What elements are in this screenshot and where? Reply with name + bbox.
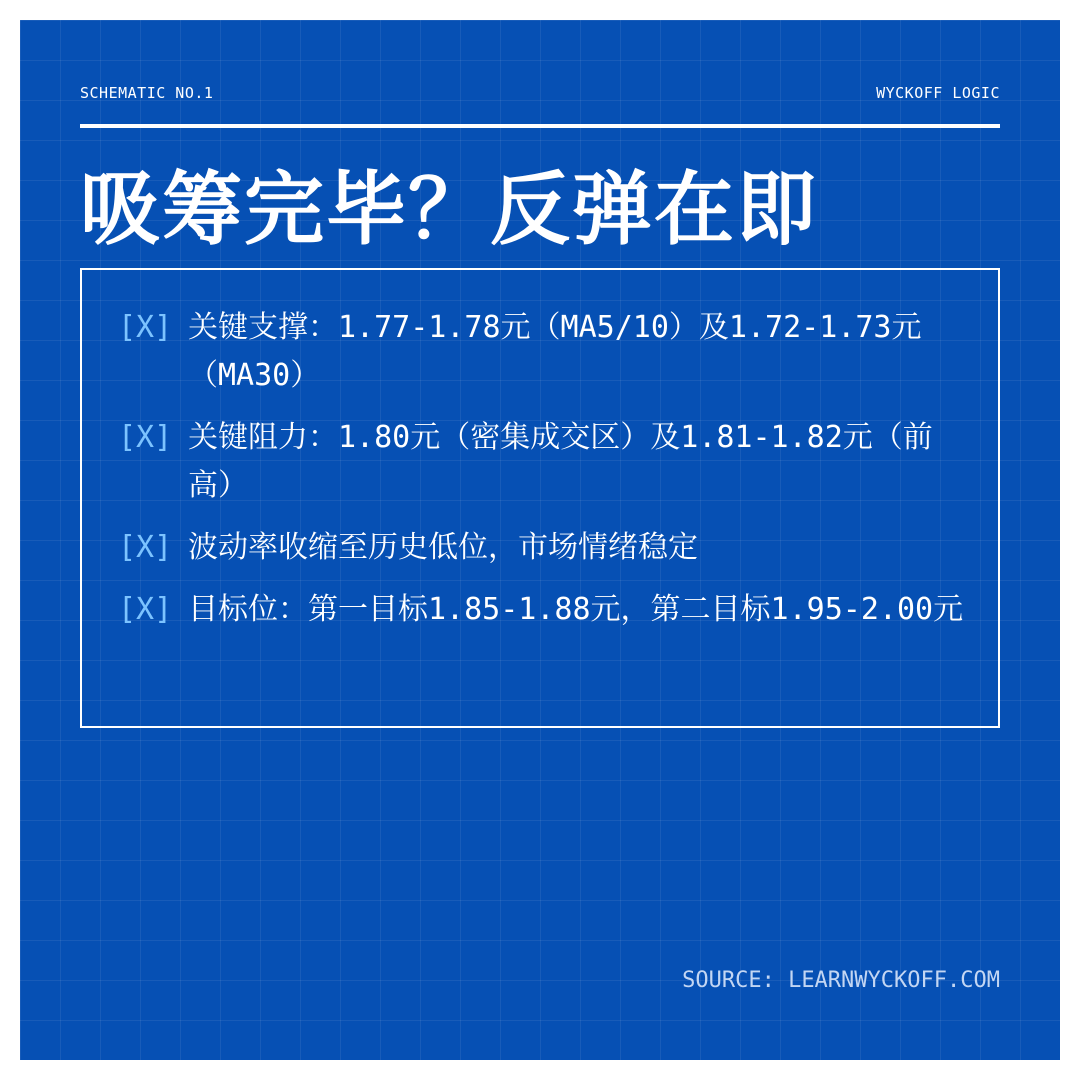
page-title: 吸筹完毕？反弹在即 [80, 163, 818, 256]
list-item [118, 524, 968, 572]
list-item-text: 关键阻力：1.80元（密集成交区）及1.81-1.82元（前高） [188, 420, 933, 503]
schematic-label: SCHEMATIC NO.1 [80, 84, 214, 102]
list-item [118, 304, 968, 400]
points-box [80, 268, 1000, 728]
list-item-text: 波动率收缩至历史低位，市场情绪稳定 [188, 530, 698, 565]
brand-label: WYCKOFF LOGIC [876, 84, 1000, 102]
list-item [118, 586, 968, 634]
checkbox-marker: [X] [118, 420, 173, 455]
list-item-text: 目标位：第一目标1.85-1.88元，第二目标1.95-2.00元 [188, 592, 964, 627]
header-divider [80, 124, 1000, 128]
list-item-text: 关键支撑：1.77-1.78元（MA5/10）及1.72-1.73元（MA30） [188, 310, 922, 393]
schematic-card [20, 20, 1060, 1060]
checkbox-marker: [X] [118, 310, 173, 345]
list-item [118, 414, 968, 510]
checkbox-marker: [X] [118, 592, 173, 627]
checkbox-marker: [X] [118, 530, 173, 565]
points-list [118, 304, 968, 648]
source-credit: SOURCE: LEARNWYCKOFF.COM [682, 968, 1000, 993]
